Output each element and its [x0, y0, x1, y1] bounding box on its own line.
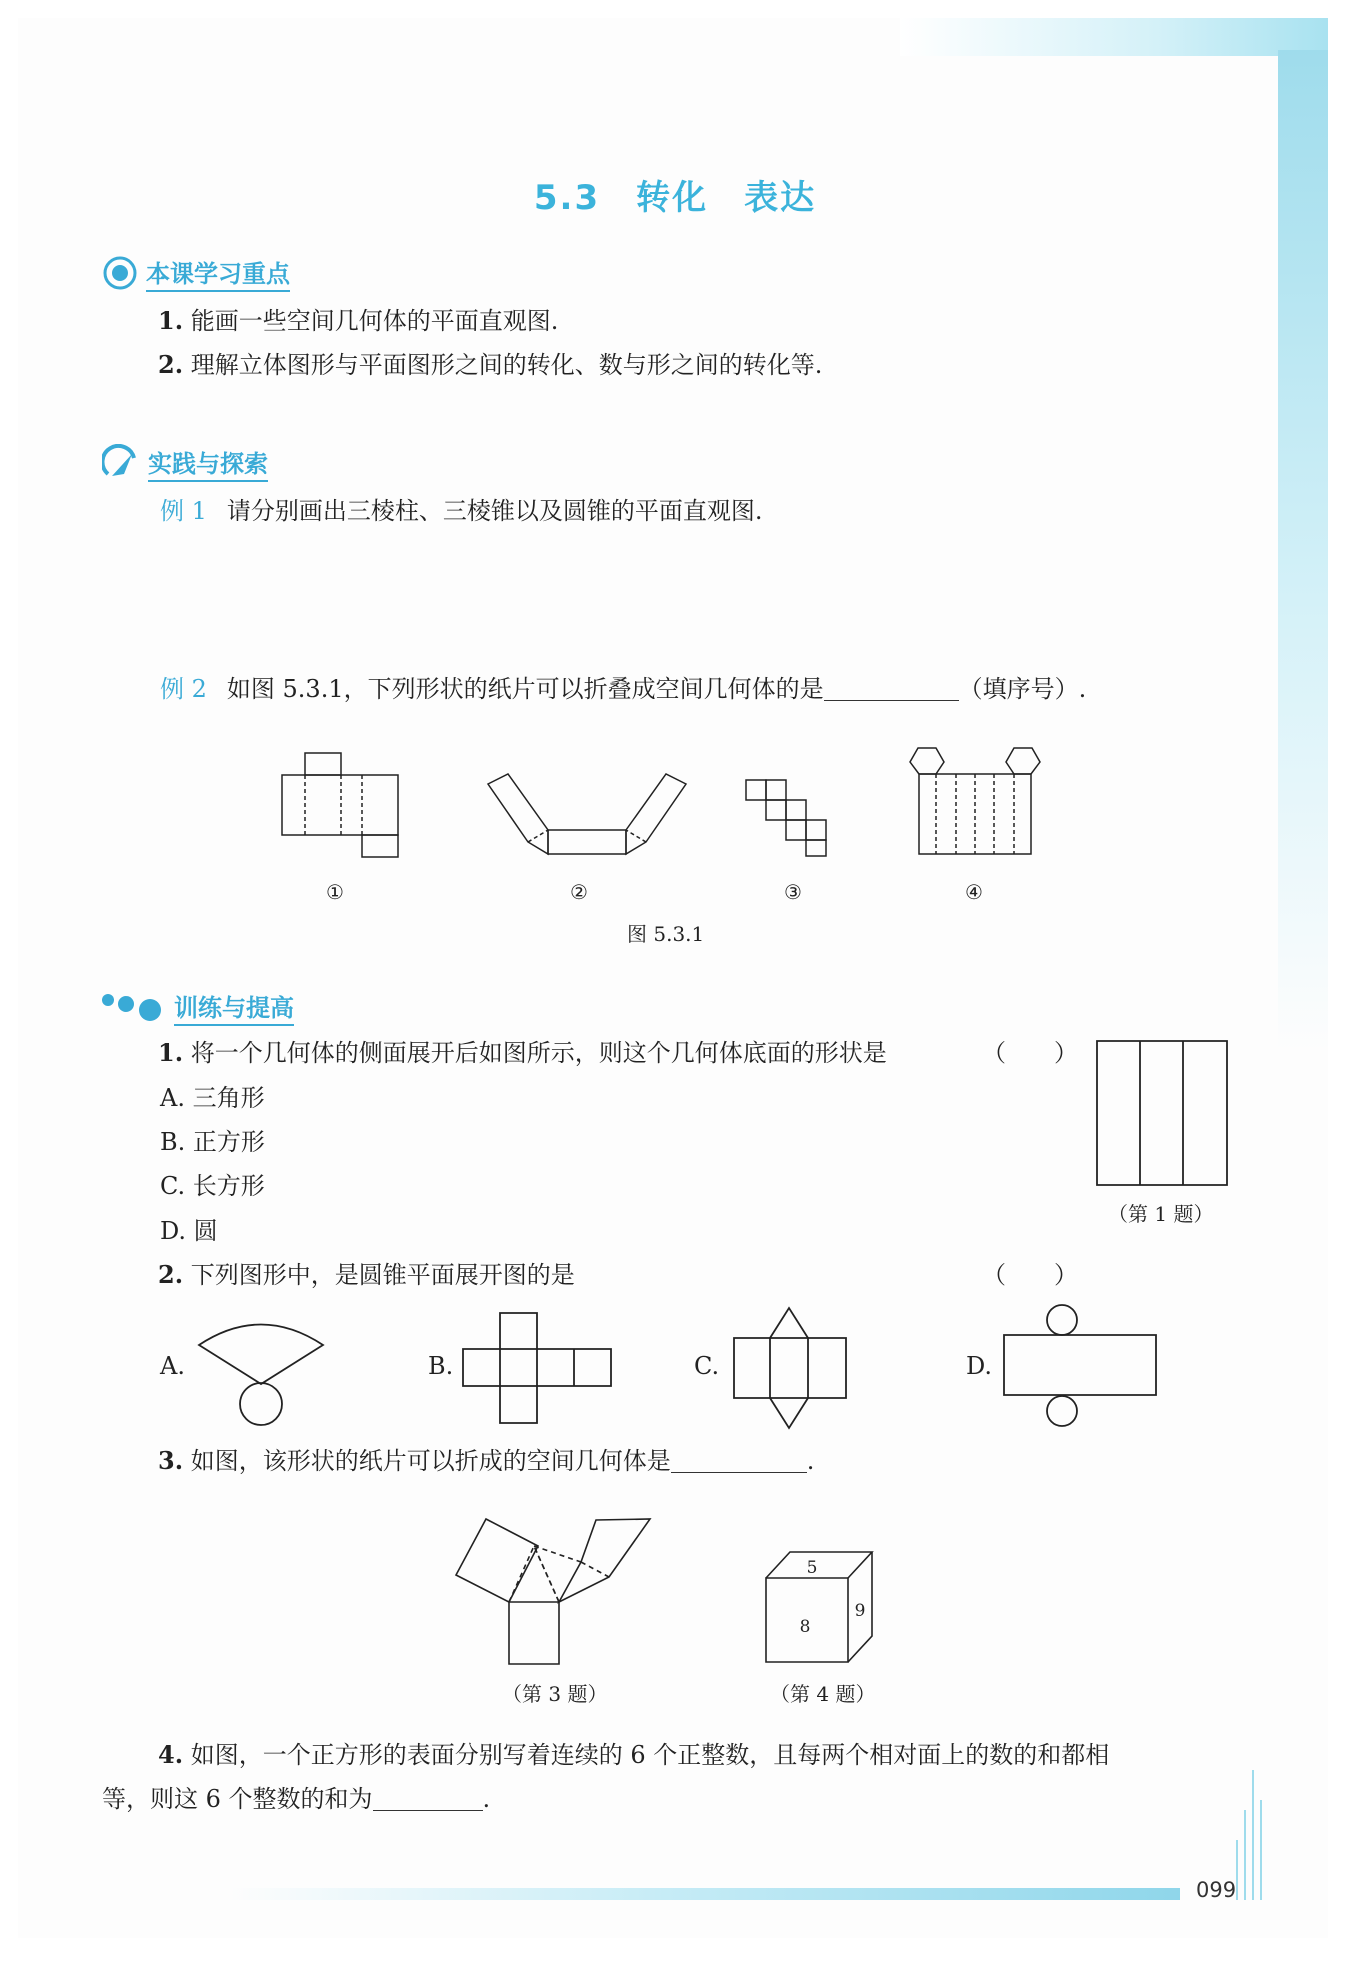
- question-1: 1. 将一个几何体的侧面展开后如图所示，则这个几何体底面的形状是: [158, 1038, 887, 1067]
- q2-option-c-figure[interactable]: [732, 1306, 848, 1430]
- example-1: 例 1 请分别画出三棱柱、三棱锥以及圆锥的平面直观图.: [160, 497, 763, 525]
- q2-option-a-label[interactable]: A.: [160, 1352, 185, 1380]
- figure-label-2: ②: [570, 880, 588, 904]
- net-figure-2: [486, 762, 686, 857]
- net-figure-3: [744, 778, 850, 858]
- figure-caption: 图 5.3.1: [627, 922, 705, 946]
- page-number: 099: [1196, 1878, 1237, 1902]
- q1-option-b: B. 正方形: [160, 1128, 265, 1156]
- q1-option-c: C. 长方形: [160, 1172, 265, 1200]
- q2-option-b-label[interactable]: B.: [428, 1352, 454, 1380]
- q2-option-d-label[interactable]: D.: [966, 1352, 993, 1380]
- figure-label-4: ④: [965, 880, 983, 904]
- page-title: 5.3 转化 表达: [533, 178, 817, 218]
- section-heading-practice: 实践与探索: [102, 444, 268, 482]
- example-2: 例 2 如图 5.3.1，下列形状的纸片可以折叠成空间几何体的是 （填序号）.: [160, 675, 1087, 703]
- question-2: 2. 下列图形中，是圆锥平面展开图的是: [158, 1260, 575, 1289]
- q2-option-b-figure[interactable]: [462, 1312, 612, 1424]
- net-figure-1: [280, 748, 410, 858]
- compass-icon: [102, 444, 140, 482]
- question-2-answer-paren[interactable]: （ ）: [982, 1261, 1078, 1289]
- q3-caption: （第 3 题）: [502, 1682, 608, 1706]
- q1-caption: （第 1 题）: [1108, 1202, 1214, 1226]
- decorative-lines: [1236, 1770, 1266, 1900]
- question-4-line-2: 等，则这 6 个整数的和为 .: [102, 1785, 491, 1813]
- bottom-decorative-band: [230, 1888, 1180, 1900]
- net-figure-4: [906, 744, 1046, 858]
- key-point-2: 2. 理解立体图形与平面图形之间的转化、数与形之间的转化等.: [158, 350, 823, 379]
- figure-label-1: ①: [326, 880, 344, 904]
- q4-caption: （第 4 题）: [770, 1682, 876, 1706]
- q1-option-d: D. 圆: [160, 1217, 218, 1245]
- q3-answer-blank[interactable]: [671, 1450, 807, 1473]
- question-4-line-1: 4. 如图，一个正方形的表面分别写着连续的 6 个正整数，且每两个相对面上的数的和都相: [158, 1740, 1110, 1769]
- q2-option-a-figure[interactable]: [196, 1312, 326, 1428]
- top-decorative-band: [900, 18, 1328, 56]
- target-icon: [102, 255, 138, 291]
- answer-blank[interactable]: [824, 678, 959, 701]
- q2-option-c-label[interactable]: C.: [694, 1352, 720, 1380]
- q4-cube-figure: [760, 1548, 880, 1666]
- cube-top-number: 5: [806, 1558, 818, 1578]
- q3-net-figure: [456, 1516, 652, 1668]
- q1-option-a: A. 三角形: [160, 1084, 265, 1112]
- section-heading-key-points: 本课学习重点: [102, 254, 290, 292]
- question-1-answer-paren[interactable]: （ ）: [982, 1039, 1078, 1067]
- q1-unfolded-side-figure: [1096, 1040, 1228, 1186]
- key-point-1: 1. 能画一些空间几何体的平面直观图.: [158, 306, 559, 335]
- dots-icon: [100, 990, 166, 1024]
- q4-answer-blank[interactable]: [373, 1788, 483, 1811]
- q2-option-d-figure[interactable]: [1002, 1304, 1158, 1430]
- section-heading-training: 训练与提高: [100, 988, 294, 1026]
- figure-label-3: ③: [784, 880, 802, 904]
- cube-front-number: 8: [799, 1617, 811, 1637]
- cube-right-number: 9: [854, 1601, 866, 1621]
- question-3: 3. 如图，该形状的纸片可以折成的空间几何体是 .: [158, 1446, 815, 1475]
